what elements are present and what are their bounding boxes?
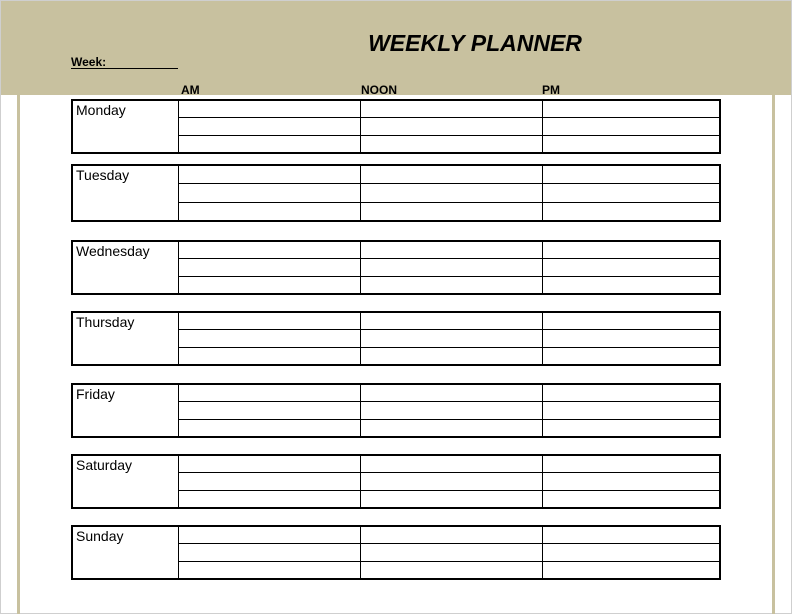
noon-slot[interactable] xyxy=(361,242,543,258)
week-label: Week: xyxy=(71,55,107,69)
slot-row xyxy=(179,544,719,561)
noon-slot[interactable] xyxy=(361,118,543,134)
day-block-thursday xyxy=(71,311,721,366)
noon-slot[interactable] xyxy=(361,184,543,201)
noon-slot[interactable] xyxy=(361,420,543,436)
slot-row xyxy=(179,456,719,473)
noon-slot[interactable] xyxy=(361,456,543,472)
pm-slot[interactable] xyxy=(543,118,719,134)
am-slot[interactable] xyxy=(179,562,361,578)
right-margin-rule xyxy=(772,95,775,614)
slot-row xyxy=(179,277,719,293)
noon-slot[interactable] xyxy=(361,203,543,220)
pm-slot[interactable] xyxy=(543,184,719,201)
day-block-saturday xyxy=(71,454,721,509)
am-slot[interactable] xyxy=(179,313,361,329)
pm-slot[interactable] xyxy=(543,544,719,560)
am-slot[interactable] xyxy=(179,184,361,201)
am-slot[interactable] xyxy=(179,277,361,293)
day-label: Tuesday xyxy=(73,166,179,220)
day-slots xyxy=(179,242,719,293)
slot-row xyxy=(179,348,719,364)
noon-slot[interactable] xyxy=(361,385,543,401)
slot-row xyxy=(179,259,719,276)
column-header-pm: PM xyxy=(542,83,560,97)
slot-row xyxy=(179,402,719,419)
am-slot[interactable] xyxy=(179,348,361,364)
slot-row xyxy=(179,385,719,402)
pm-slot[interactable] xyxy=(543,242,719,258)
day-label: Monday xyxy=(73,101,179,152)
noon-slot[interactable] xyxy=(361,527,543,543)
pm-slot[interactable] xyxy=(543,101,719,117)
pm-slot[interactable] xyxy=(543,420,719,436)
day-block-friday xyxy=(71,383,721,438)
slot-row xyxy=(179,330,719,347)
slot-row xyxy=(179,118,719,135)
am-slot[interactable] xyxy=(179,118,361,134)
am-slot[interactable] xyxy=(179,491,361,507)
am-slot[interactable] xyxy=(179,456,361,472)
am-slot[interactable] xyxy=(179,330,361,346)
pm-slot[interactable] xyxy=(543,203,719,220)
noon-slot[interactable] xyxy=(361,277,543,293)
column-header-am: AM xyxy=(181,83,200,97)
day-label: Thursday xyxy=(73,313,179,364)
slot-row xyxy=(179,420,719,436)
slot-row xyxy=(179,562,719,578)
am-slot[interactable] xyxy=(179,402,361,418)
slot-row xyxy=(179,473,719,490)
day-slots xyxy=(179,166,719,220)
am-slot[interactable] xyxy=(179,385,361,401)
noon-slot[interactable] xyxy=(361,136,543,152)
am-slot[interactable] xyxy=(179,473,361,489)
am-slot[interactable] xyxy=(179,101,361,117)
day-slots xyxy=(179,101,719,152)
noon-slot[interactable] xyxy=(361,348,543,364)
day-block-tuesday xyxy=(71,164,721,222)
pm-slot[interactable] xyxy=(543,259,719,275)
day-block-wednesday xyxy=(71,240,721,295)
pm-slot[interactable] xyxy=(543,527,719,543)
noon-slot[interactable] xyxy=(361,544,543,560)
day-slots xyxy=(179,456,719,507)
pm-slot[interactable] xyxy=(543,136,719,152)
noon-slot[interactable] xyxy=(361,491,543,507)
slot-row xyxy=(179,136,719,152)
pm-slot[interactable] xyxy=(543,330,719,346)
slot-row xyxy=(179,166,719,184)
day-label: Friday xyxy=(73,385,179,436)
pm-slot[interactable] xyxy=(543,277,719,293)
noon-slot[interactable] xyxy=(361,402,543,418)
am-slot[interactable] xyxy=(179,242,361,258)
slot-row xyxy=(179,527,719,544)
week-input-line[interactable] xyxy=(71,68,178,69)
pm-slot[interactable] xyxy=(543,348,719,364)
slot-row xyxy=(179,101,719,118)
pm-slot[interactable] xyxy=(543,473,719,489)
noon-slot[interactable] xyxy=(361,562,543,578)
am-slot[interactable] xyxy=(179,527,361,543)
noon-slot[interactable] xyxy=(361,166,543,183)
pm-slot[interactable] xyxy=(543,385,719,401)
noon-slot[interactable] xyxy=(361,101,543,117)
am-slot[interactable] xyxy=(179,259,361,275)
day-label: Sunday xyxy=(73,527,179,578)
slot-row xyxy=(179,313,719,330)
column-header-noon: NOON xyxy=(361,83,397,97)
day-slots xyxy=(179,313,719,364)
day-slots xyxy=(179,527,719,578)
pm-slot[interactable] xyxy=(543,402,719,418)
pm-slot[interactable] xyxy=(543,313,719,329)
day-slots xyxy=(179,385,719,436)
am-slot[interactable] xyxy=(179,166,361,183)
pm-slot[interactable] xyxy=(543,166,719,183)
noon-slot[interactable] xyxy=(361,313,543,329)
page-title: WEEKLY PLANNER xyxy=(368,30,582,56)
slot-row xyxy=(179,491,719,507)
am-slot[interactable] xyxy=(179,544,361,560)
slot-row xyxy=(179,242,719,259)
am-slot[interactable] xyxy=(179,136,361,152)
am-slot[interactable] xyxy=(179,203,361,220)
slot-row xyxy=(179,203,719,220)
slot-row xyxy=(179,184,719,202)
day-label: Wednesday xyxy=(73,242,179,293)
day-label: Saturday xyxy=(73,456,179,507)
noon-slot[interactable] xyxy=(361,330,543,346)
day-block-sunday xyxy=(71,525,721,580)
pm-slot[interactable] xyxy=(543,456,719,472)
pm-slot[interactable] xyxy=(543,491,719,507)
pm-slot[interactable] xyxy=(543,562,719,578)
am-slot[interactable] xyxy=(179,420,361,436)
noon-slot[interactable] xyxy=(361,259,543,275)
noon-slot[interactable] xyxy=(361,473,543,489)
left-margin-rule xyxy=(17,95,20,614)
day-block-monday xyxy=(71,99,721,154)
